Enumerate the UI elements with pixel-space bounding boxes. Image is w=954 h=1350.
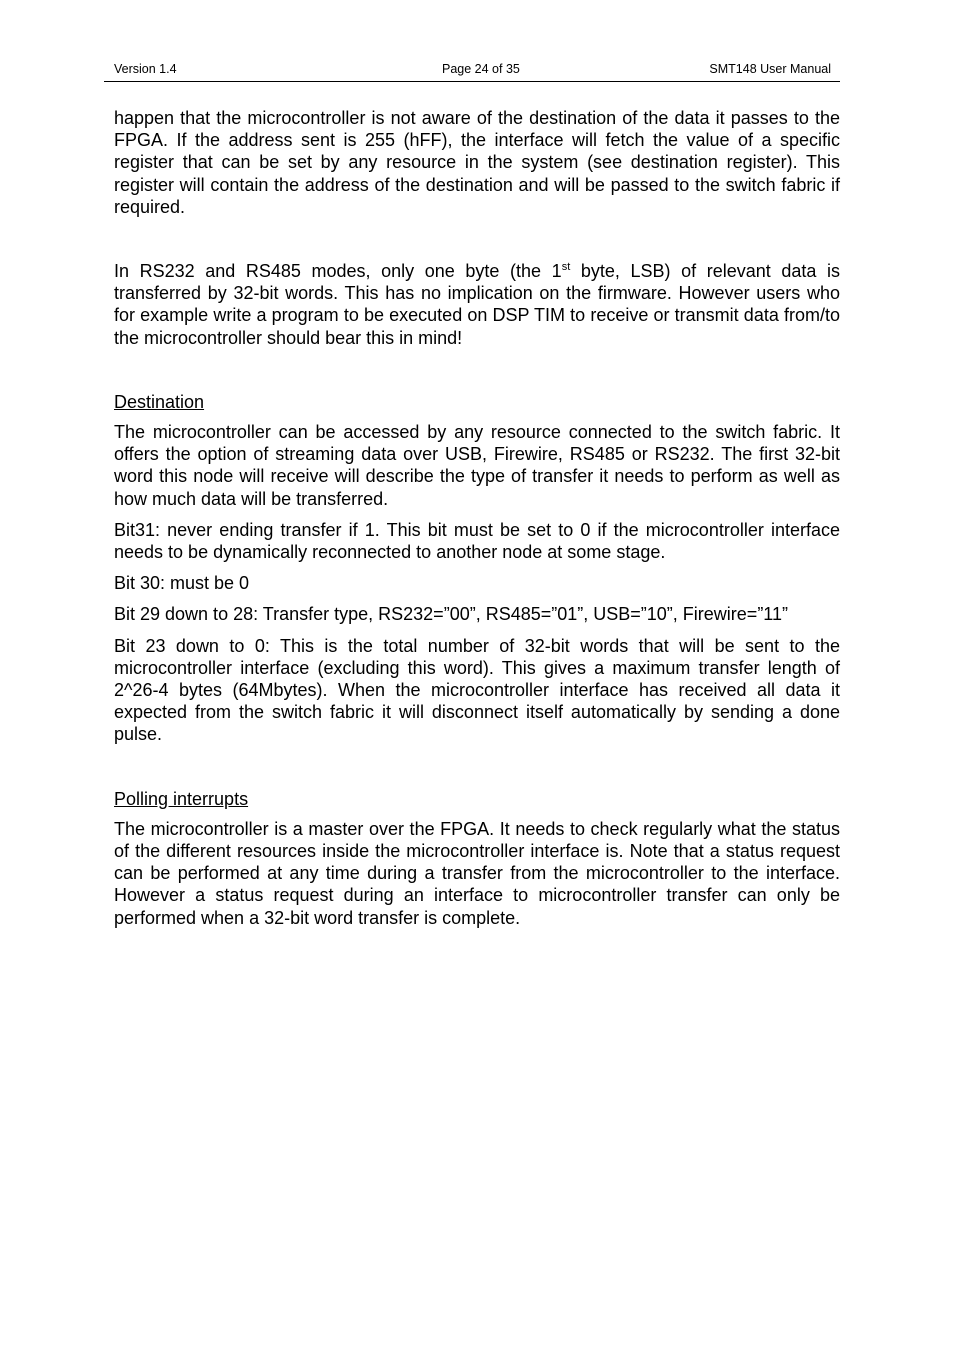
- paragraph-bit31: Bit31: never ending transfer if 1. This bit must be set to 0 if the microcontroller interface needs to be dynamically reconnected to another node at some stage.: [114, 519, 840, 563]
- spacer: [114, 413, 840, 421]
- page-content: [114, 107, 840, 929]
- spacer: [114, 594, 840, 603]
- heading-destination: Destination: [114, 391, 205, 412]
- spacer: [114, 349, 840, 391]
- spacer: [114, 218, 840, 260]
- paragraph-bit30: Bit 30: must be 0: [114, 573, 250, 594]
- superscript-st: st: [561, 261, 571, 274]
- spacer: [114, 563, 840, 572]
- paragraph-address-fetch: happen that the microcontroller is not aware of the destination of the data it passes to the FPGA. If the address sent is 255 (hFF), the interface will fetch the value of a specific register that can be set by any resource in the system (see destination register). This register will contain the address of the destination and will be passed to the switch fabric if required.: [114, 108, 840, 217]
- heading-polling-interrupts: Polling interrupts: [114, 788, 249, 809]
- page-header: [104, 61, 840, 82]
- header-page-number: Page 24 of 35: [442, 62, 520, 76]
- header-document-title: SMT148 User Manual: [709, 62, 831, 76]
- spacer: [114, 510, 840, 519]
- spacer: [114, 810, 840, 818]
- spacer: [114, 626, 840, 635]
- paragraph-rs232-rs485: [114, 260, 840, 349]
- paragraph-bit29-28: Bit 29 down to 28: Transfer type, RS232=”00”, RS485=”01”, USB=”10”, Firewire=”11”: [114, 604, 788, 625]
- paragraph-rs232-text-start: In RS232 and RS485 modes, only one byte (the 1: [114, 261, 562, 282]
- header-version: Version 1.4: [114, 62, 177, 76]
- paragraph-bit23-0: Bit 23 down to 0: This is the total number of 32-bit words that will be sent to the microcontroller interface (excluding this word). This gives a maximum transfer length of 2^26-4 bytes (64Mbytes). When the microcontroller interface has received all data it expected from the switch fabric it will disconnect itself automatically by sending a done pulse.: [114, 635, 840, 745]
- paragraph-polling: The microcontroller is a master over the FPGA. It needs to check regularly what the status of the different resources inside the microcontroller interface is. Note that a status request can be performed at any time during a transfer from the microcontroller to the interface. However a status request during an interface to microcontroller transfer can only be performed when a 32-bit word transfer is complete.: [114, 818, 840, 928]
- paragraph-destination-intro: The microcontroller can be accessed by any resource connected to the switch fabric. It offers the option of streaming data over USB, Firewire, RS485 or RS232. The first 32-bit word this node will receive will describe the type of transfer it needs to perform as well as how much data will be transferred.: [114, 422, 840, 509]
- paragraph-rs232-text-end: byte, LSB) of relevant data is transferred by 32-bit words. This has no implication on the firmware. However users who for example write a program to be executed on DSP TIM to receive or transmit data from/to the microcontroller should bear this in mind!: [114, 261, 840, 348]
- spacer: [114, 746, 840, 788]
